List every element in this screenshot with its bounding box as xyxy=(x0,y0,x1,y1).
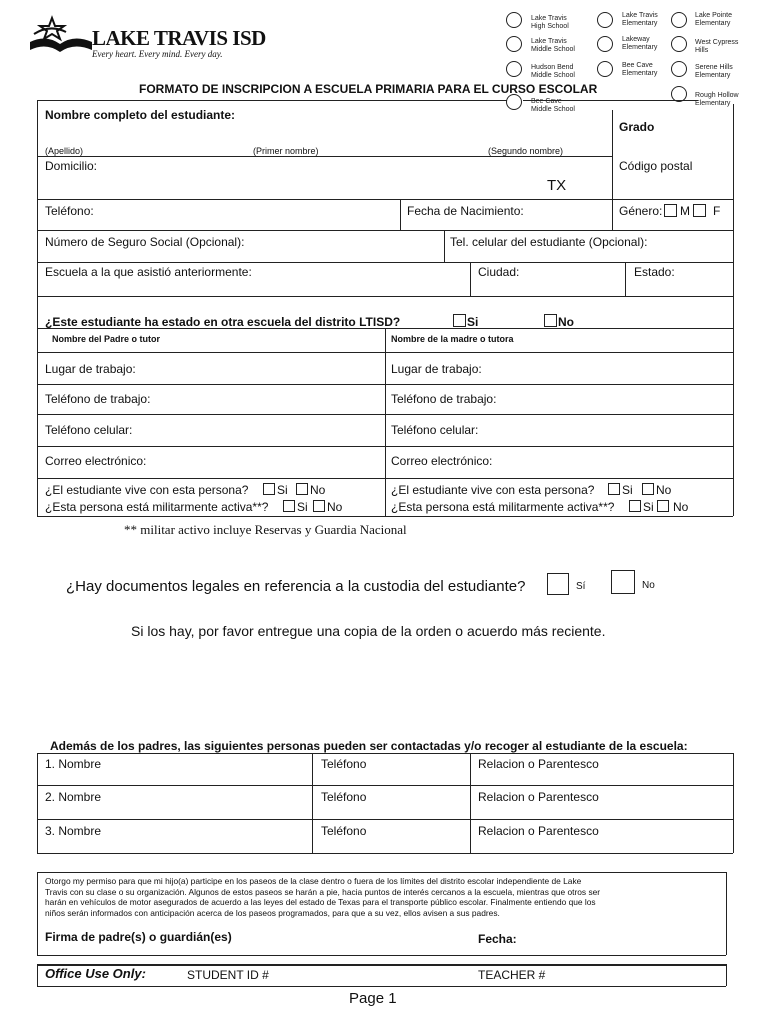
yes-label: Si xyxy=(277,483,288,497)
no-label: No xyxy=(327,500,343,514)
contact-name-label: 2. Nombre xyxy=(45,790,102,804)
no-label: No xyxy=(673,500,689,514)
gender-f-label: F xyxy=(713,204,721,218)
mother-lives-yes-checkbox[interactable] xyxy=(608,483,620,495)
military-footnote: ** militar activo incluye Reservas y Guardia Nacional xyxy=(124,522,407,537)
yes-label: Si xyxy=(622,483,633,497)
state-label: Estado: xyxy=(634,265,675,279)
contact-relation-label: Relacion o Parentesco xyxy=(478,790,599,804)
student-id-label: STUDENT ID # xyxy=(187,968,269,982)
father-military-no-checkbox[interactable] xyxy=(313,500,325,512)
mother-military-yes-checkbox[interactable] xyxy=(629,500,641,512)
school-radio-serene-hills[interactable] xyxy=(671,61,687,77)
no-label: No xyxy=(310,483,326,497)
contact-relation-label: Relacion o Parentesco xyxy=(478,824,599,838)
last-name-hint: (Apellido) xyxy=(45,146,84,156)
city-label: Ciudad: xyxy=(478,265,520,279)
custody-yes-checkbox[interactable] xyxy=(547,573,569,595)
form-title: FORMATO DE INSCRIPCION A ESCUELA PRIMARIA PARA EL CURSO ESCOLAR xyxy=(139,82,598,96)
school-label: Bee Cave Elementary xyxy=(622,62,658,77)
father-header: Nombre del Padre o tutor xyxy=(52,334,161,344)
contact-phone-label: Teléfono xyxy=(321,790,367,804)
contacts-header: Además de los padres, las siguientes personas pueden ser contactadas y/o recoger al estudiante de la escuela: xyxy=(50,739,688,753)
custody-no-label: No xyxy=(642,580,655,591)
mother-military-no-checkbox[interactable] xyxy=(657,500,669,512)
father-cell-label: Teléfono celular: xyxy=(45,423,133,437)
mother-military-label: ¿Esta persona está militarmente activa**? xyxy=(391,500,615,514)
yes-label: Si xyxy=(643,500,654,514)
school-radio-lakeway[interactable] xyxy=(597,36,613,52)
state-value: TX xyxy=(547,177,567,194)
signature-label: Firma de padre(s) o guardián(es) xyxy=(45,930,232,944)
school-label: Rough Hollow Elementary xyxy=(695,92,739,107)
school-radio-hudson-bend[interactable] xyxy=(506,61,522,77)
contact-relation-label: Relacion o Parentesco xyxy=(478,757,599,771)
school-label: Serene Hills Elementary xyxy=(695,64,733,79)
other-school-yes-label: Si xyxy=(467,315,479,329)
father-lives-with-label: ¿El estudiante vive con esta persona? xyxy=(45,483,249,497)
no-label: No xyxy=(656,483,672,497)
father-military-label: ¿Esta persona está militarmente activa**? xyxy=(45,500,269,514)
gender-m-checkbox[interactable] xyxy=(664,204,677,217)
prev-school-label: Escuela a la que asistió anteriormente: xyxy=(45,265,252,279)
custody-instruction: Si los hay, por favor entregue una copia de la orden o acuerdo más reciente. xyxy=(131,623,606,639)
school-label: West Cypress Hills xyxy=(695,39,739,54)
school-label: Lake Pointe Elementary xyxy=(695,12,732,27)
school-radio-lake-travis-elem[interactable] xyxy=(597,12,613,28)
school-radio-lake-pointe[interactable] xyxy=(671,12,687,28)
teacher-label: TEACHER # xyxy=(478,968,546,982)
grade-label: Grado xyxy=(619,120,655,134)
contact-phone-label: Teléfono xyxy=(321,757,367,771)
other-school-no-checkbox[interactable] xyxy=(544,314,557,327)
school-radio-bee-cave-elem[interactable] xyxy=(597,61,613,77)
mother-lives-no-checkbox[interactable] xyxy=(642,483,654,495)
other-school-no-label: No xyxy=(558,315,574,329)
star-book-icon xyxy=(26,14,96,60)
district-name: LAKE TRAVIS ISD xyxy=(92,26,266,50)
contact-name-label: 1. Nombre xyxy=(45,757,102,771)
gender-f-checkbox[interactable] xyxy=(693,204,706,217)
yes-label: Si xyxy=(297,500,308,514)
custody-no-checkbox[interactable] xyxy=(611,570,635,594)
father-military-yes-checkbox[interactable] xyxy=(283,500,295,512)
custody-question: ¿Hay documentos legales en referencia a la custodia del estudiante? xyxy=(66,578,526,595)
gender-m-label: M xyxy=(680,204,690,218)
zip-label: Código postal xyxy=(619,159,693,173)
school-label: Lake Travis Elementary xyxy=(622,12,658,27)
page-number: Page 1 xyxy=(349,990,397,1007)
date-label: Fecha: xyxy=(478,932,517,946)
office-use-label: Office Use Only: xyxy=(45,966,146,981)
father-email-label: Correo electrónico: xyxy=(45,454,147,468)
school-radio-bee-cave-ms[interactable] xyxy=(506,94,522,110)
father-lives-no-checkbox[interactable] xyxy=(296,483,308,495)
mother-email-label: Correo electrónico: xyxy=(391,454,493,468)
school-label: Lake Travis High School xyxy=(531,15,569,30)
contact-phone-label: Teléfono xyxy=(321,824,367,838)
school-radio-lake-travis-ms[interactable] xyxy=(506,36,522,52)
mother-lives-with-label: ¿El estudiante vive con esta persona? xyxy=(391,483,595,497)
student-cell-label: Tel. celular del estudiante (Opcional): xyxy=(450,235,648,249)
address-label: Domicilio: xyxy=(45,159,98,173)
phone-label: Teléfono: xyxy=(45,204,94,218)
father-workplace-label: Lugar de trabajo: xyxy=(45,362,136,376)
custody-yes-label: Sí xyxy=(576,581,586,592)
school-radio-lake-travis-hs[interactable] xyxy=(506,12,522,28)
district-tagline: Every heart. Every mind. Every day. xyxy=(92,49,223,59)
school-label: Lakeway Elementary xyxy=(622,36,658,51)
contact-name-label: 3. Nombre xyxy=(45,824,102,838)
school-label: Lake Travis Middle School xyxy=(531,38,575,53)
school-label: Bee Cave Middle School xyxy=(531,98,575,113)
dob-label: Fecha de Nacimiento: xyxy=(407,204,524,218)
other-school-question: ¿Este estudiante ha estado en otra escuela del distrito LTISD? xyxy=(45,315,401,329)
mother-cell-label: Teléfono celular: xyxy=(391,423,479,437)
father-lives-yes-checkbox[interactable] xyxy=(263,483,275,495)
mother-header: Nombre de la madre o tutora xyxy=(391,334,514,344)
mother-work-phone-label: Teléfono de trabajo: xyxy=(391,392,497,406)
mother-workplace-label: Lugar de trabajo: xyxy=(391,362,482,376)
school-label: Hudson Bend Middle School xyxy=(531,64,575,79)
ssn-label: Número de Seguro Social (Opcional): xyxy=(45,235,245,249)
other-school-yes-checkbox[interactable] xyxy=(453,314,466,327)
student-name-label: Nombre completo del estudiante: xyxy=(45,108,236,122)
middle-name-hint: (Segundo nombre) xyxy=(488,146,564,156)
first-name-hint: (Primer nombre) xyxy=(253,146,319,156)
school-radio-west-cypress[interactable] xyxy=(671,36,687,52)
permission-text: Otorgo my permiso para que mi hijo(a) participe en los paseos de la clase dentro o fuera de los límites del distrito escolar independiente de Lake Travis con su clase o su organización. Algunos de estos paseos se harán a pie, hacia puntos de interés cercanos a la escuela, mientras que otros ser harán en vehículos de motor asegurados de acuerdo a las leyes del estado de Texas para el transporte público escolar. Finalmente entiendo que los niños serán informados con anticipación acerca de los paseos programados, para que a su vez, ellos avisen a sus padres. xyxy=(45,876,601,918)
father-work-phone-label: Teléfono de trabajo: xyxy=(45,392,151,406)
gender-label: Género: xyxy=(619,204,663,218)
